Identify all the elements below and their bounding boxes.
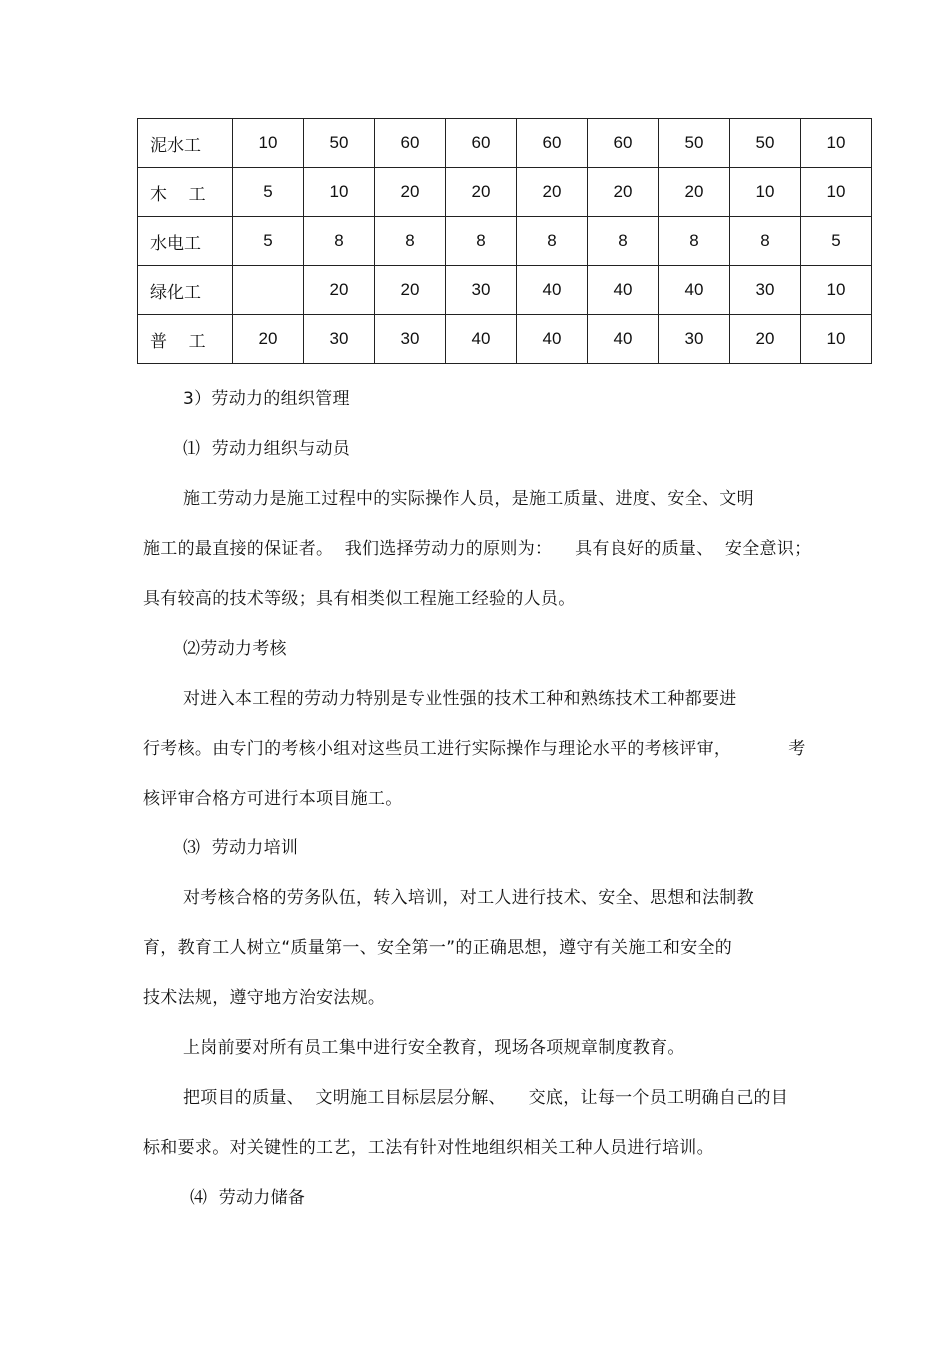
count-cell: 8 <box>304 217 375 266</box>
table-row <box>138 217 872 266</box>
count-cell: 40 <box>659 266 730 315</box>
count-cell: 40 <box>588 315 659 364</box>
count-cell: 20 <box>659 168 730 217</box>
table-row <box>138 315 872 364</box>
count-cell: 8 <box>730 217 801 266</box>
table-row <box>138 266 872 315</box>
table-row <box>138 119 872 168</box>
count-cell: 10 <box>801 315 872 364</box>
count-cell: 20 <box>730 315 801 364</box>
trade-name-cell: 水电工 <box>138 217 233 266</box>
section-heading-labor-organization: 3）劳动力的组织管理 <box>183 389 350 409</box>
count-cell: 30 <box>446 266 517 315</box>
count-cell: 20 <box>517 168 588 217</box>
count-cell: 30 <box>659 315 730 364</box>
count-cell: 50 <box>730 119 801 168</box>
count-cell: 10 <box>730 168 801 217</box>
paragraph-line: 行考核。由专门的考核小组对这些员工进行实际操作与理论水平的考核评审， 考 <box>143 739 806 759</box>
subheading-assessment: ⑵劳动力考核 <box>183 639 287 659</box>
count-cell: 5 <box>233 168 304 217</box>
count-cell: 10 <box>233 119 304 168</box>
count-cell: 5 <box>801 217 872 266</box>
paragraph-line: 上岗前要对所有员工集中进行安全教育，现场各项规章制度教育。 <box>183 1038 685 1058</box>
count-cell: 30 <box>375 315 446 364</box>
table-row <box>138 168 872 217</box>
count-cell: 40 <box>446 315 517 364</box>
count-cell: 60 <box>588 119 659 168</box>
paragraph-line: 标和要求。对关键性的工艺，工法有针对性地组织相关工种人员进行培训。 <box>143 1138 714 1158</box>
count-cell: 8 <box>659 217 730 266</box>
count-cell: 30 <box>730 266 801 315</box>
count-cell: 10 <box>801 168 872 217</box>
count-cell: 60 <box>375 119 446 168</box>
count-cell: 50 <box>304 119 375 168</box>
count-cell: 20 <box>446 168 517 217</box>
count-cell: 40 <box>517 266 588 315</box>
count-cell: 20 <box>588 168 659 217</box>
trade-name-cell: 木 工 <box>138 168 233 217</box>
paragraph-line: 核评审合格方可进行本项目施工。 <box>143 789 403 809</box>
paragraph-line: 施工的最直接的保证者。 我们选择劳动力的原则为： 具有良好的质量、 安全意识； <box>143 539 812 559</box>
labor-table-body <box>138 119 872 364</box>
paragraph-line: 具有较高的技术等级；具有相类似工程施工经验的人员。 <box>143 589 576 609</box>
count-cell: 8 <box>588 217 659 266</box>
count-cell: 8 <box>517 217 588 266</box>
count-cell: 10 <box>801 266 872 315</box>
labor-table <box>137 118 872 364</box>
subheading-reserve: ⑷ 劳动力储备 <box>190 1188 306 1208</box>
count-cell: 20 <box>375 266 446 315</box>
count-cell: 30 <box>304 315 375 364</box>
subheading-organization-mobilization: ⑴ 劳动力组织与动员 <box>183 439 351 459</box>
count-cell: 60 <box>517 119 588 168</box>
count-cell: 20 <box>233 315 304 364</box>
count-cell: 10 <box>304 168 375 217</box>
count-cell <box>233 266 304 315</box>
count-cell: 50 <box>659 119 730 168</box>
paragraph-line: 对进入本工程的劳动力特别是专业性强的技术工种和熟练技术工种都要进 <box>183 689 737 709</box>
count-cell: 8 <box>446 217 517 266</box>
trade-name-cell: 泥水工 <box>138 119 233 168</box>
paragraph-line: 对考核合格的劳务队伍，转入培训，对工人进行技术、安全、思想和法制教 <box>183 888 754 908</box>
count-cell: 40 <box>517 315 588 364</box>
count-cell: 40 <box>588 266 659 315</box>
trade-name-cell: 绿化工 <box>138 266 233 315</box>
paragraph-line: 育，教育工人树立“质量第一、安全第一”的正确思想，遵守有关施工和安全的 <box>143 938 733 958</box>
count-cell: 20 <box>375 168 446 217</box>
paragraph-line: 技术法规，遵守地方治安法规。 <box>143 988 386 1008</box>
count-cell: 20 <box>304 266 375 315</box>
paragraph-line: 把项目的质量、 文明施工目标层层分解、 交底，让每一个员工明确自己的目 <box>183 1088 789 1108</box>
count-cell: 5 <box>233 217 304 266</box>
subheading-training: ⑶ 劳动力培训 <box>183 838 299 858</box>
count-cell: 10 <box>801 119 872 168</box>
paragraph-line: 施工劳动力是施工过程中的实际操作人员，是施工质量、进度、安全、文明 <box>183 489 754 509</box>
count-cell: 60 <box>446 119 517 168</box>
count-cell: 8 <box>375 217 446 266</box>
trade-name-cell: 普 工 <box>138 315 233 364</box>
